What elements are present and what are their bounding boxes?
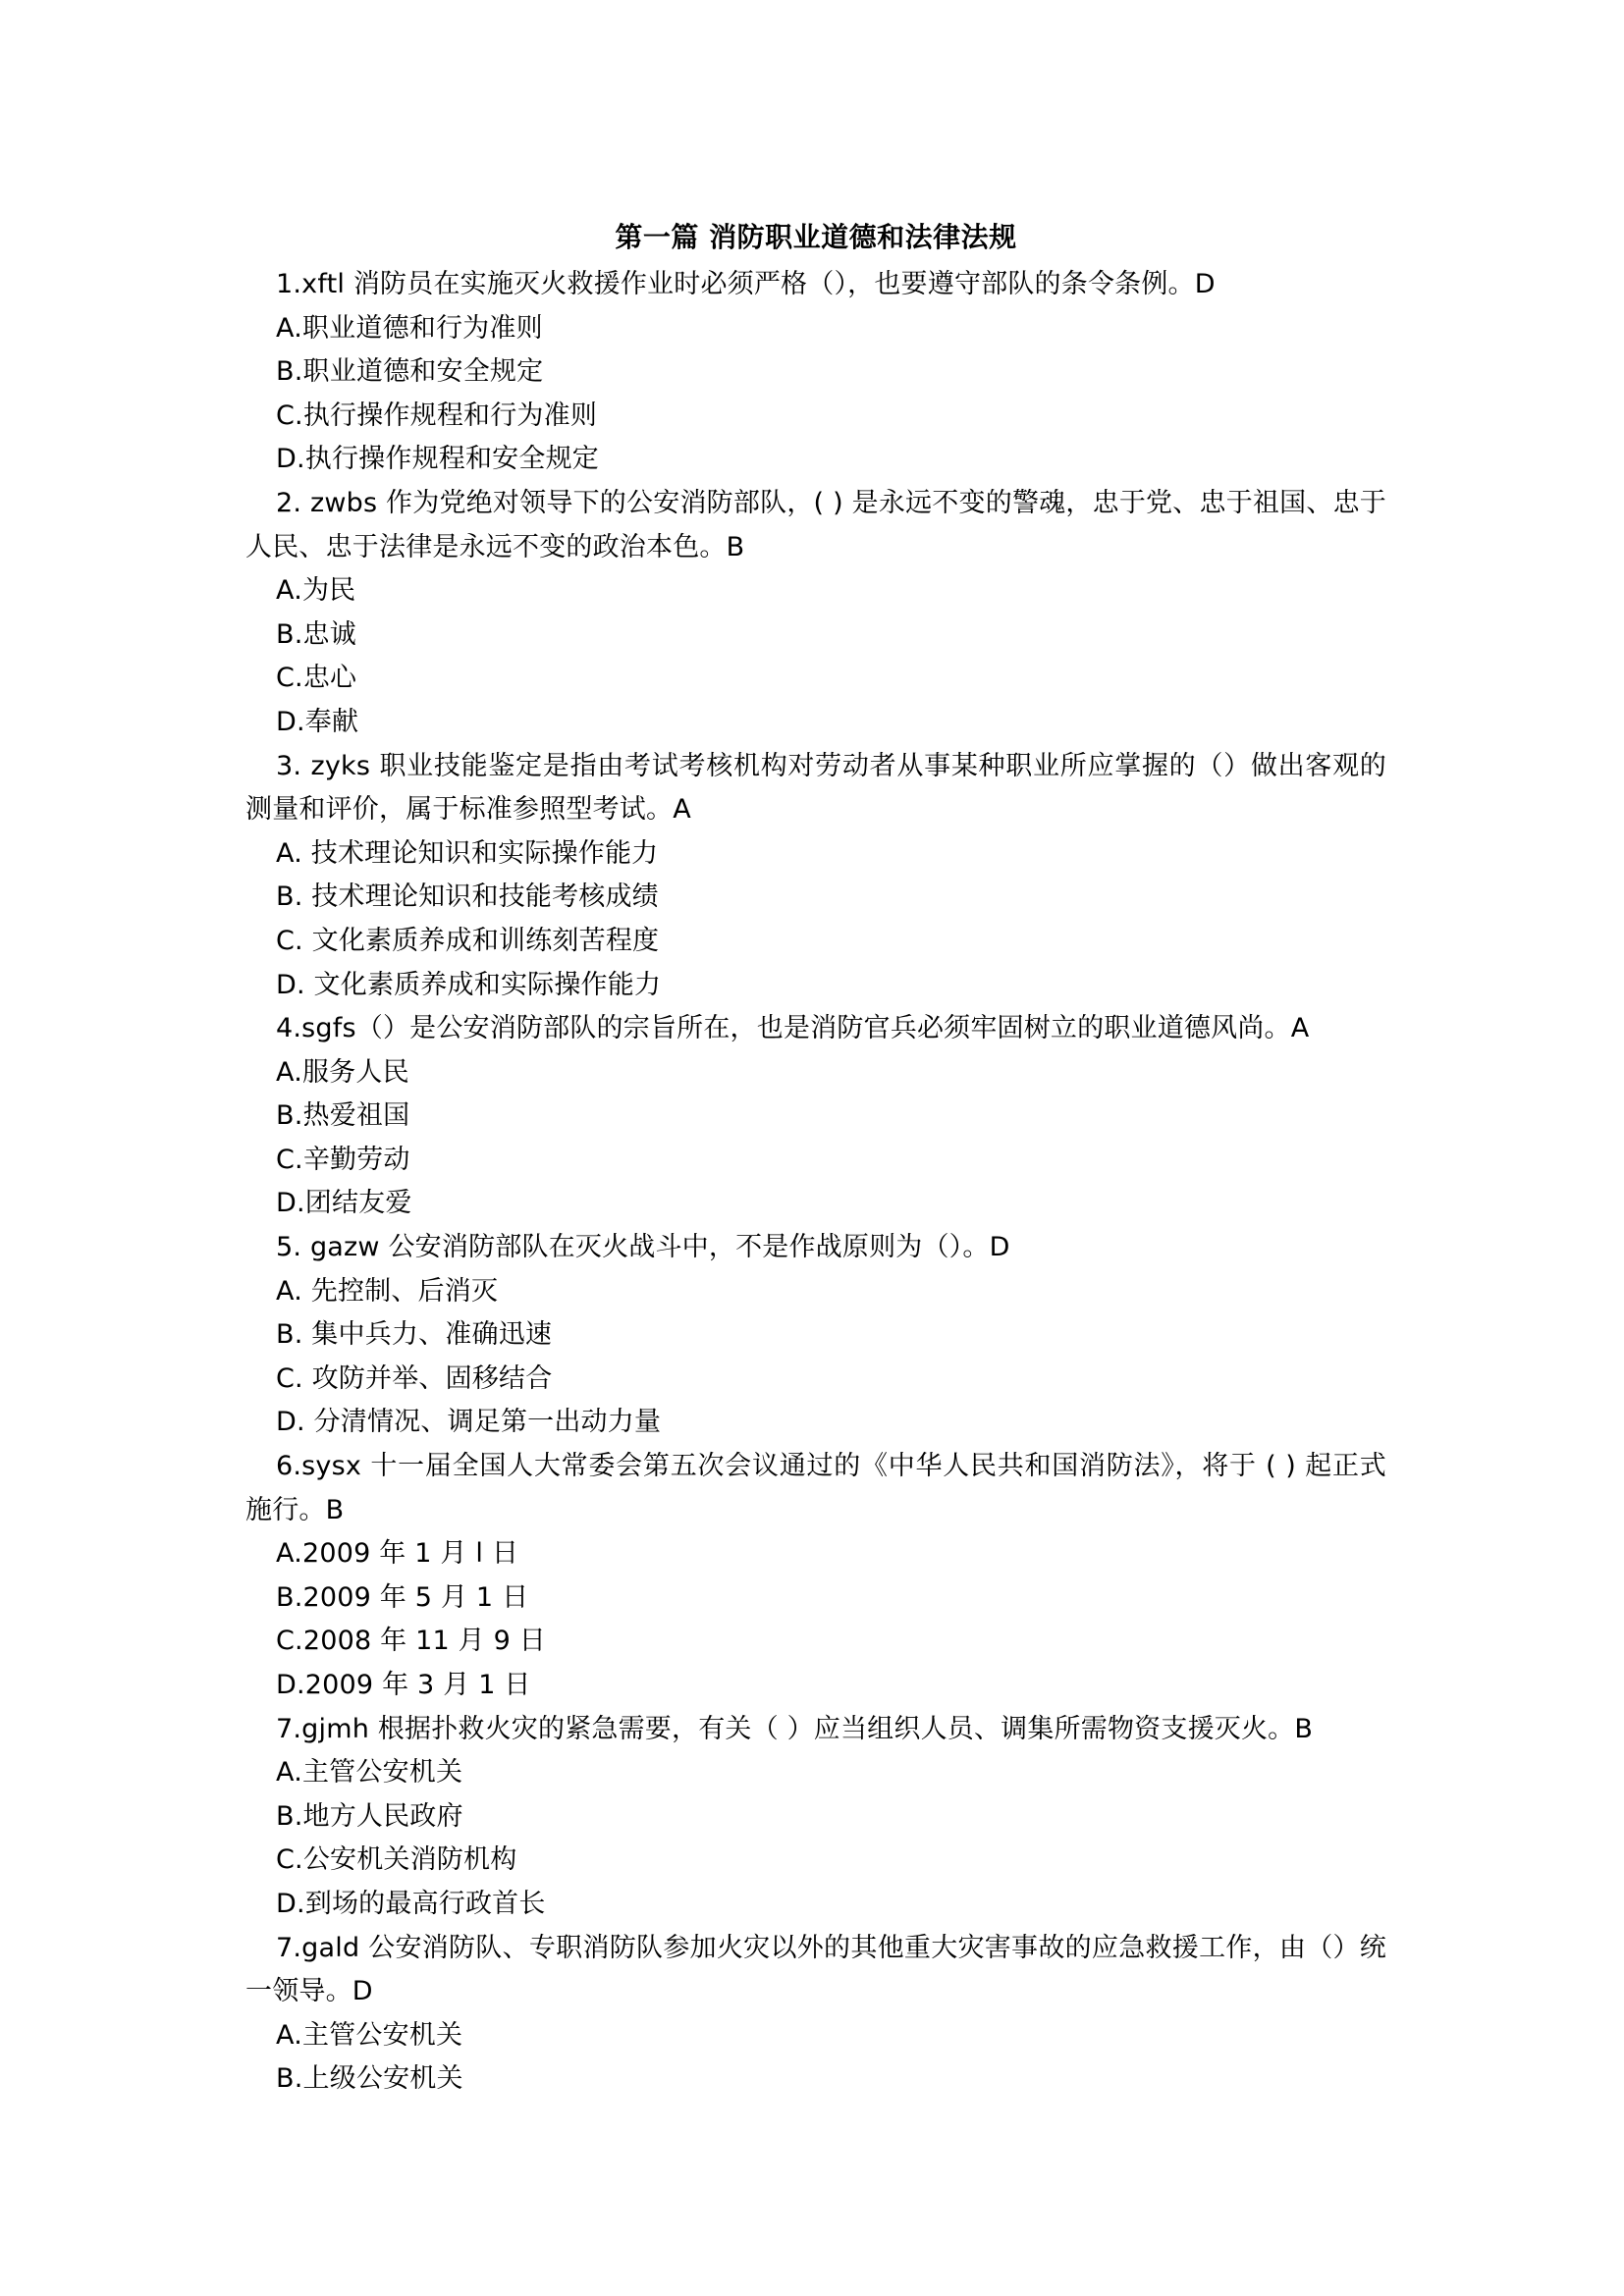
chapter-title: 第一篇 消防职业道德和法律法规 — [615, 221, 1017, 253]
option-b: B.上级公安机关 — [276, 2063, 463, 2095]
option-d: D.2009 年 3 月 1 日 — [276, 1670, 531, 1700]
question-4 — [245, 1007, 1386, 1226]
option-b: B. 技术理论知识和技能考核成绩 — [276, 881, 659, 913]
option-c: C.公安机关消防机构 — [276, 1844, 517, 1876]
option-d: D.到场的最高行政首长 — [276, 1888, 546, 1919]
option-d: D.团结友爱 — [276, 1188, 412, 1219]
question-text: 4.sgfs（）是公安消防部队的宗旨所在，也是消防官兵必须牢固树立的职业道德风尚。A — [276, 1013, 1310, 1044]
option-d: D. 文化素质养成和实际操作能力 — [276, 969, 662, 1000]
option-b: B.职业道德和安全规定 — [276, 356, 544, 388]
option-a: A.服务人民 — [276, 1056, 409, 1088]
option-d: D. 分清情况、调足第一出动力量 — [276, 1407, 662, 1438]
option-c: C. 文化素质养成和训练刻苦程度 — [276, 925, 660, 956]
question-text: 7.gjmh 根据扑救火灾的紧急需要，有关（ ）应当组织人员、调集所需物资支援灭火。B — [276, 1713, 1314, 1744]
option-b: B.地方人民政府 — [276, 1800, 463, 1832]
option-a: A.为民 — [276, 575, 356, 607]
option-d: D.奉献 — [276, 706, 359, 737]
option-d: D.执行操作规程和安全规定 — [276, 444, 599, 475]
question-5 — [245, 1226, 1386, 1445]
option-c: C.辛勤劳动 — [276, 1144, 410, 1175]
question-text: 1.xftl 消防员在实施灭火救援作业时必须严格（），也要遵守部队的条令条例。D — [276, 269, 1216, 299]
question-3 — [245, 745, 1386, 1008]
option-a: A. 技术理论知识和实际操作能力 — [276, 837, 659, 869]
option-c: C.2008 年 11 月 9 日 — [276, 1626, 546, 1657]
option-b: B. 集中兵力、准确迅速 — [276, 1319, 553, 1351]
option-a: A.主管公安机关 — [276, 1757, 463, 1789]
option-a: A.2009 年 1 月 l 日 — [276, 1538, 519, 1570]
question-text: 3. zyks 职业技能鉴定是指由考试考核机构对劳动者从事某种职业所应掌握的（）做出客观的测量和评价，属于标准参照型考试。A — [245, 750, 1386, 826]
question-8 — [245, 1927, 1386, 2102]
option-b: B.忠诚 — [276, 618, 356, 650]
question-text: 6.sysx 十一届全国人大常委会第五次会议通过的《中华人民共和国消防法》，将于 ( ) 起正式施行。B — [245, 1451, 1386, 1525]
question-text: 2. zwbs 作为党绝对领导下的公安消防部队，( ) 是永远不变的警魂，忠于党、忠于祖国、忠于人民、忠于法律是永远不变的政治本色。B — [245, 487, 1386, 562]
question-2 — [245, 482, 1386, 745]
option-c: C.执行操作规程和行为准则 — [276, 400, 598, 431]
question-7 — [245, 1708, 1386, 1927]
document-page — [245, 212, 1386, 2102]
option-a: A.职业道德和行为准则 — [276, 312, 543, 344]
option-a: A.主管公安机关 — [276, 2019, 463, 2051]
question-text: 7.gald 公安消防队、专职消防队参加火灾以外的其他重大灾害事故的应急救援工作，由（）统一领导。D — [245, 1932, 1386, 2007]
question-1 — [245, 263, 1386, 482]
option-b: B.2009 年 5 月 1 日 — [276, 1581, 529, 1613]
question-text: 5. gazw 公安消防部队在灭火战斗中，不是作战原则为（）。D — [276, 1232, 1010, 1263]
option-c: C. 攻防并举、固移结合 — [276, 1362, 553, 1394]
question-6 — [245, 1445, 1386, 1708]
option-a: A. 先控制、后消灭 — [276, 1275, 499, 1307]
option-b: B.热爱祖国 — [276, 1100, 410, 1132]
option-c: C.忠心 — [276, 663, 357, 694]
